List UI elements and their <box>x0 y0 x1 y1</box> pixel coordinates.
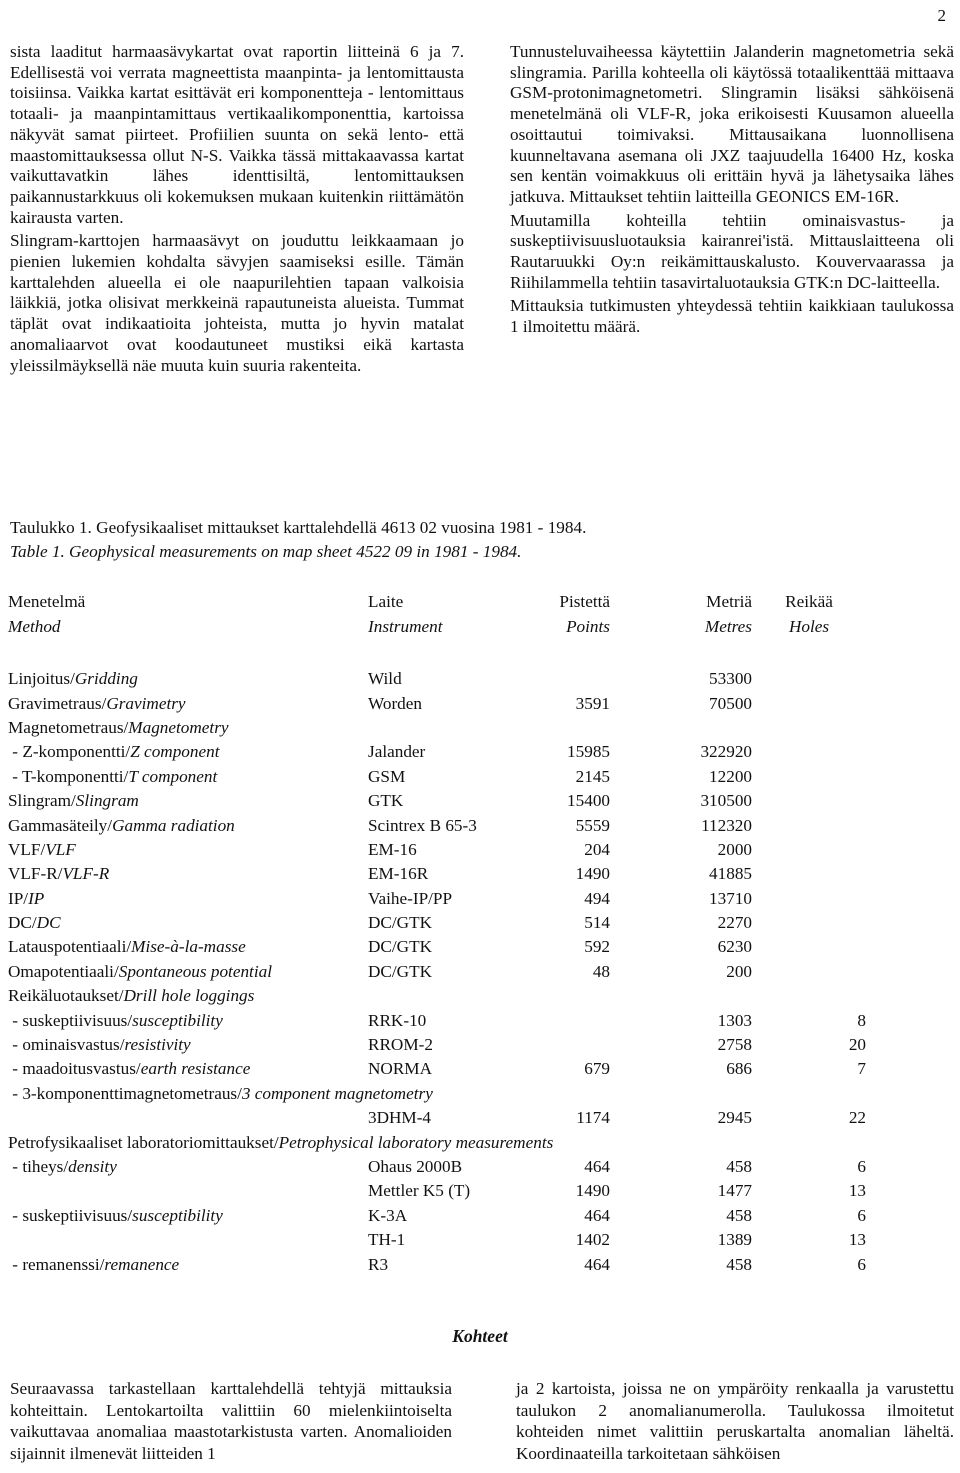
method-fi: - Z-komponentti/ <box>8 742 131 762</box>
empty-cell <box>866 1201 960 1225</box>
method-en: T component <box>128 766 218 786</box>
method-fi: Latauspotentiaali/ <box>8 937 132 957</box>
method-fi: IP/ <box>8 888 29 908</box>
method-fi: Gravimetraus/ <box>8 693 107 713</box>
method-cell <box>0 689 368 713</box>
metres-cell: 458 <box>726 1254 752 1274</box>
paragraph: Tunnusteluvaiheessa käytettiin Jalanderin magnetometria sekä slingramia. Parilla kohteella oli käytössä totaalikenttää mittaava GSM-protonimagnetometri. Slingramin lisäksi sähköisenä menetelmänä oli VLF-R, joka erikoisesti Kuusamon alueella osoittautui toimivaksi. Mittausaikana luonnollisena kuunneltavana asemana oli JXZ taajuudella 16400 Hz, koska sen kentän voimakkuus oli erittäin hyvä ja lähetysaika lähes jatkuva. Mittaukset tehtiin laitteilla GEONICS EM-16R. <box>510 42 954 206</box>
holes-cell <box>752 909 866 933</box>
table-row <box>0 1250 960 1274</box>
method-fi: - T-komponentti/ <box>8 766 129 786</box>
empty-cell <box>866 1226 960 1250</box>
table-row <box>0 1079 960 1103</box>
method-cell <box>0 738 368 762</box>
holes-cell <box>752 762 866 786</box>
holes-cell <box>752 860 866 884</box>
metres-cell: 200 <box>726 961 752 981</box>
method-cell <box>0 1055 368 1079</box>
holes-cell <box>752 836 866 860</box>
metres-cell: 53300 <box>709 669 752 689</box>
metres-cell: 322920 <box>700 742 752 762</box>
holes-cell: 20 <box>848 1035 866 1055</box>
holes-cell <box>752 689 866 713</box>
measurements-table <box>0 588 960 1275</box>
table-row <box>0 1177 960 1201</box>
section-title: Kohteet <box>452 1326 508 1346</box>
method-cell <box>0 787 368 811</box>
metres-cell <box>610 982 752 1006</box>
method-fi: Magnetometraus/ <box>8 717 129 737</box>
empty-cell <box>866 836 960 860</box>
paragraph: sista laaditut harmaasävykartat ovat raportin liitteinä 6 ja 7. Edellisestä voi verrata magneettista maanpinta- ja lentomittausta toisiinsa. Vaikka kartat esittävät eri komponentteja - lentomittaus totaali- ja maanpintamittaus vertikaalikomponenttia, kartoissa näkyvät samat piirteet. Profiilien suunta on sekä lento- että maastomittauksessa ollut N-S. Vaikka tässä mittakaavassa kartat vaikuttavatkin lähes identtisiltä, lentomittauksen paikannustarkkuus oli kokemuksen mukaan kuitenkin riittämätön kairausta varten. <box>10 42 464 227</box>
holes-cell <box>752 787 866 811</box>
method-en: Z component <box>130 742 220 762</box>
method-en: Gamma radiation <box>112 815 235 835</box>
method-en: density <box>68 1156 117 1176</box>
method-cell <box>0 1006 368 1030</box>
points-cell: 494 <box>584 888 610 908</box>
instrument-cell <box>368 982 538 1006</box>
method-cell <box>0 714 368 738</box>
empty-cell <box>866 1177 960 1201</box>
table-row <box>0 665 960 689</box>
points-cell <box>538 982 610 1006</box>
method-cell <box>0 1079 960 1103</box>
empty-cell <box>866 1055 960 1079</box>
empty-cell <box>866 612 960 636</box>
holes-cell <box>752 982 866 1006</box>
method-cell <box>0 811 368 835</box>
table-caption-en: Table 1. Geophysical measurements on map sheet 4522 09 in 1981 - 1984. <box>10 542 522 561</box>
points-cell: 2145 <box>575 766 610 786</box>
empty-cell <box>866 982 960 1006</box>
points-cell: 48 <box>592 961 610 981</box>
method-fi: Slingram/ <box>8 791 76 811</box>
method-cell <box>0 1177 368 1201</box>
points-cell: 15985 <box>567 742 610 762</box>
empty-cell <box>866 689 960 713</box>
empty-cell <box>866 860 960 884</box>
metres-cell: 12200 <box>709 766 752 786</box>
method-cell <box>0 1201 368 1225</box>
instrument-cell: Worden <box>368 693 422 713</box>
header-method-en: Method <box>8 616 61 636</box>
metres-cell: 112320 <box>701 815 752 835</box>
points-cell: 1490 <box>575 1181 610 1201</box>
empty-cell <box>866 714 960 738</box>
method-en: Slingram <box>75 791 139 811</box>
metres-cell: 458 <box>726 1205 752 1225</box>
table-row <box>0 689 960 713</box>
method-fi: Reikäluotaukset/ <box>8 986 124 1006</box>
method-cell <box>0 933 368 957</box>
empty-cell <box>866 957 960 981</box>
empty-cell <box>866 762 960 786</box>
header-instrument: Laite <box>368 592 404 612</box>
method-cell <box>0 884 368 908</box>
method-en: VLF-R <box>62 864 110 884</box>
page-number: 2 <box>937 6 946 25</box>
method-cell <box>0 1250 368 1274</box>
points-cell <box>538 665 610 689</box>
method-en: susceptibility <box>132 1205 223 1225</box>
empty-cell <box>866 1104 960 1128</box>
table-row <box>0 1153 960 1177</box>
holes-cell: 6 <box>857 1156 866 1176</box>
empty-cell <box>866 1006 960 1030</box>
table-row <box>0 738 960 762</box>
method-fi: - tiheys/ <box>8 1156 69 1176</box>
empty-cell <box>866 588 960 612</box>
points-cell: 5559 <box>575 815 610 835</box>
method-en: Mise-à-la-masse <box>131 937 246 957</box>
table-row <box>0 762 960 786</box>
method-fi: VLF-R/ <box>8 864 63 884</box>
header-method: Menetelmä <box>8 592 86 612</box>
holes-cell <box>752 884 866 908</box>
method-cell <box>0 762 368 786</box>
metres-cell: 686 <box>726 1059 752 1079</box>
points-cell <box>538 1006 610 1030</box>
holes-cell: 7 <box>857 1059 866 1079</box>
method-cell <box>0 982 368 1006</box>
empty-cell <box>866 909 960 933</box>
instrument-cell: DC/GTK <box>368 913 432 933</box>
method-fi: - maadoitusvastus/ <box>8 1059 141 1079</box>
method-cell <box>0 1128 960 1152</box>
instrument-cell: DC/GTK <box>368 961 432 981</box>
header-holes: Reikää <box>785 592 833 612</box>
metres-cell: 458 <box>726 1156 752 1176</box>
metres-cell: 2000 <box>717 839 752 859</box>
metres-cell: 13710 <box>709 888 752 908</box>
header-points: Pistettä <box>559 592 610 612</box>
holes-cell <box>752 665 866 689</box>
method-en: susceptibility <box>132 1010 223 1030</box>
points-cell: 204 <box>584 839 610 859</box>
table-row <box>0 787 960 811</box>
metres-cell: 2758 <box>717 1035 752 1055</box>
empty-cell <box>866 738 960 762</box>
method-fi: DC/ <box>8 913 37 933</box>
points-cell: 464 <box>584 1254 610 1274</box>
table-row <box>0 1055 960 1079</box>
header-metres-en: Metres <box>704 616 752 636</box>
holes-cell <box>752 811 866 835</box>
holes-cell: 6 <box>857 1254 866 1274</box>
holes-cell: 6 <box>857 1205 866 1225</box>
metres-cell: 41885 <box>709 864 752 884</box>
table-row <box>0 957 960 981</box>
method-fi: Petrofysikaaliset laboratoriomittaukset/ <box>8 1132 279 1152</box>
header-instrument-en: Instrument <box>368 616 443 636</box>
instrument-cell: K-3A <box>368 1205 408 1225</box>
metres-cell: 2270 <box>717 913 752 933</box>
points-cell <box>538 714 610 738</box>
holes-cell: 13 <box>848 1181 866 1201</box>
metres-cell: 1477 <box>717 1181 752 1201</box>
table-row <box>0 860 960 884</box>
paragraph: Mittauksia tutkimusten yhteydessä tehtiin kaikkiaan taulukossa 1 ilmoitettu määrä. <box>510 296 954 337</box>
table-row <box>0 811 960 835</box>
method-fi: - ominaisvastus/ <box>8 1035 125 1055</box>
bottom-right-text: ja 2 kartoista, joissa ne on ympäröity renkaalla ja varustettu taulukon 2 anomalianumerolla. Taulukossa ilmoitetut kohteiden nimet valittiin peruskartalta anomalian läheltä. Koordinaateilla tarkoitetaan sähköisen <box>516 1379 954 1463</box>
method-en: VLF <box>45 839 76 859</box>
table-header-row-fi <box>0 588 960 612</box>
holes-cell <box>752 957 866 981</box>
holes-cell: 13 <box>848 1230 866 1250</box>
metres-cell: 310500 <box>700 791 752 811</box>
method-en: DC <box>36 913 61 933</box>
header-metres: Metriä <box>706 592 752 612</box>
empty-cell <box>866 1250 960 1274</box>
table-row <box>0 909 960 933</box>
method-en: Gravimetry <box>106 693 186 713</box>
metres-cell: 70500 <box>709 693 752 713</box>
instrument-cell: EM-16 <box>368 839 417 859</box>
instrument-cell: GSM <box>368 766 406 786</box>
header-points-en: Points <box>566 616 610 636</box>
empty-cell <box>866 933 960 957</box>
metres-cell: 2945 <box>717 1108 752 1128</box>
points-cell: 464 <box>584 1205 610 1225</box>
instrument-cell: Wild <box>368 669 402 689</box>
points-cell: 592 <box>584 937 610 957</box>
method-cell <box>0 1153 368 1177</box>
header-holes-en: Holes <box>788 616 830 636</box>
paragraph: Slingram-karttojen harmaasävyt on jouduttu leikkaamaan jo pienien lukemien kohdalta sävyjen saamiseksi esille. Tämän karttalehden alueella ei ole naapurilehtien tapaan valkoisia läikkiä, jotka olisivat merkkeinä rapautuneista alueista. Tummat täplät ovat indikaatioita johteista, mutta jo hyvin matalat anomaliaarvot ovat koodautuneet mustiksi eikä kartasta yleissilmäyksellä näe muuta kuin suuria rakenteita. <box>10 231 464 375</box>
empty-cell <box>866 811 960 835</box>
instrument-cell: NORMA <box>368 1059 432 1079</box>
right-column <box>510 42 954 341</box>
metres-cell: 1303 <box>717 1010 752 1030</box>
holes-cell: 8 <box>857 1010 866 1030</box>
table-row <box>0 1104 960 1128</box>
method-cell <box>0 860 368 884</box>
method-fi: - suskeptiivisuus/ <box>8 1205 133 1225</box>
table-row <box>0 1006 960 1030</box>
empty-cell <box>866 1153 960 1177</box>
method-fi: VLF/ <box>8 839 46 859</box>
points-cell: 15400 <box>567 791 610 811</box>
points-cell: 464 <box>584 1156 610 1176</box>
method-en: Spontaneous potential <box>118 961 272 981</box>
metres-cell <box>610 714 752 738</box>
method-en: Drill hole loggings <box>123 986 255 1006</box>
metres-cell: 6230 <box>717 937 752 957</box>
method-en: 3 component magnetometry <box>241 1083 433 1103</box>
holes-cell <box>752 714 866 738</box>
points-cell <box>538 1031 610 1055</box>
table-row <box>0 714 960 738</box>
table-row <box>0 1128 960 1152</box>
table-row <box>0 933 960 957</box>
instrument-cell: RRK-10 <box>368 1010 427 1030</box>
method-fi: Linjoitus/ <box>8 669 75 689</box>
method-cell <box>0 909 368 933</box>
points-cell: 514 <box>584 913 610 933</box>
instrument-cell: Jalander <box>368 742 426 762</box>
table-row <box>0 982 960 1006</box>
points-cell: 1174 <box>576 1108 610 1128</box>
paragraph: Muutamilla kohteilla tehtiin ominaisvastus- ja suskeptiivisuusluotauksia kairanrei'istä. Mittauslaitteena oli Rautaruukki Oy:n reikämittauskalusto. Kouvervaarassa ja Riihilammella tehtiin tasavirtaluotauksia GTK:n DC-laitteella. <box>510 210 954 292</box>
bottom-left-text: Seuraavassa tarkastellaan karttalehdellä tehtyjä mittauksia kohteittain. Lentokartoilta valittiin 60 mielenkiintoiselta vaikuttavaa anomaliaa maastotarkistusta varten. Anomalioiden sijainnit ilmenevät liitteiden 1 <box>10 1379 452 1463</box>
instrument-cell: RROM-2 <box>368 1035 433 1055</box>
method-fi: - 3-komponenttimagnetometraus/ <box>8 1083 242 1103</box>
method-cell <box>0 1104 368 1128</box>
method-fi: - suskeptiivisuus/ <box>8 1010 133 1030</box>
instrument-cell: Scintrex B 65-3 <box>368 815 477 835</box>
table-caption-fi: Taulukko 1. Geofysikaaliset mittaukset karttalehdellä 4613 02 vuosina 1981 - 1984. <box>10 518 587 537</box>
method-fi: Omapotentiaali/ <box>8 961 119 981</box>
points-cell: 1402 <box>575 1230 610 1250</box>
points-cell: 1490 <box>575 864 610 884</box>
points-cell: 3591 <box>575 693 610 713</box>
method-en: earth resistance <box>140 1059 251 1079</box>
instrument-cell: TH-1 <box>368 1230 406 1250</box>
instrument-cell: Ohaus 2000B <box>368 1156 463 1176</box>
points-cell: 679 <box>584 1059 610 1079</box>
method-cell <box>0 1031 368 1055</box>
method-en: Magnetometry <box>128 717 229 737</box>
method-en: resistivity <box>124 1035 191 1055</box>
instrument-cell: GTK <box>368 791 404 811</box>
method-en: Petrophysical laboratory measurements <box>278 1132 554 1152</box>
instrument-cell: R3 <box>368 1254 389 1274</box>
method-en: IP <box>28 888 45 908</box>
method-cell <box>0 957 368 981</box>
method-cell <box>0 1226 368 1250</box>
table-row <box>0 1031 960 1055</box>
instrument-cell: EM-16R <box>368 864 429 884</box>
empty-cell <box>866 665 960 689</box>
method-fi: - remanenssi/ <box>8 1254 105 1274</box>
holes-cell <box>752 738 866 762</box>
method-cell <box>0 836 368 860</box>
table-row <box>0 1201 960 1225</box>
method-fi: Gammasäteily/ <box>8 815 113 835</box>
instrument-cell: Mettler K5 (T) <box>368 1181 471 1201</box>
method-en: Gridding <box>74 669 138 689</box>
instrument-cell: DC/GTK <box>368 937 432 957</box>
table-row <box>0 836 960 860</box>
instrument-cell <box>368 714 538 738</box>
method-cell <box>0 665 368 689</box>
empty-cell <box>866 787 960 811</box>
holes-cell <box>752 933 866 957</box>
table-row <box>0 884 960 908</box>
table-header-row-en <box>0 612 960 636</box>
spacer-row <box>0 637 960 665</box>
metres-cell: 1389 <box>717 1230 752 1250</box>
method-en: remanence <box>104 1254 180 1274</box>
empty-cell <box>866 1031 960 1055</box>
empty-cell <box>866 884 960 908</box>
table-row <box>0 1226 960 1250</box>
left-column <box>10 42 464 379</box>
instrument-cell: Vaihe-IP/PP <box>368 888 453 908</box>
instrument-cell: 3DHM-4 <box>368 1108 432 1128</box>
holes-cell: 22 <box>848 1108 866 1128</box>
